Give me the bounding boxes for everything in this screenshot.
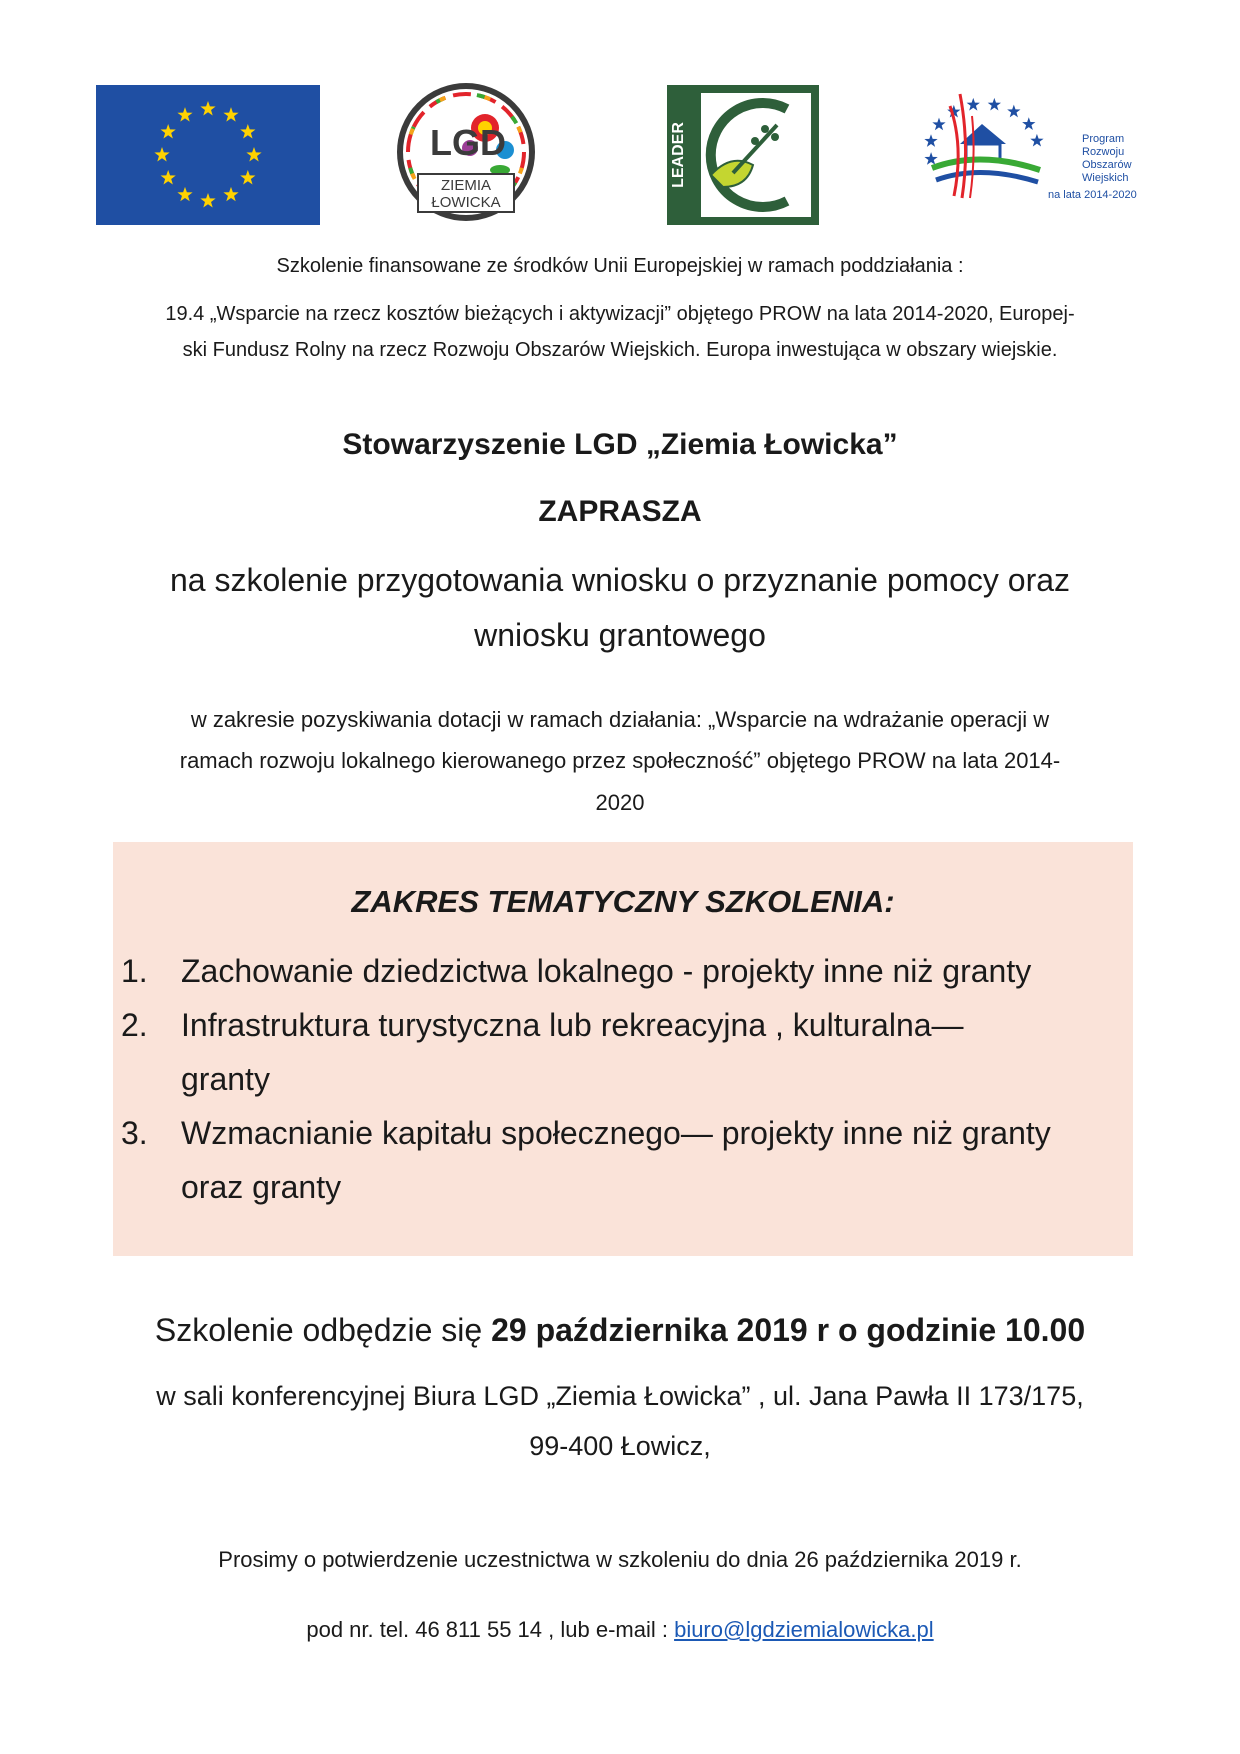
prow-star-icon <box>1007 105 1020 118</box>
venue-line-1: w sali konferencyjnej Biura LGD „Ziemia Łowicka” , ul. Jana Pawła II 173/175, <box>156 1381 1084 1411</box>
event-datetime: 29 października 2019 r o godzinie 10.00 <box>491 1312 1086 1348</box>
confirm-attendance-text: Prosimy o potwierdzenie uczestnictwa w szkoleniu do dnia 26 października 2019 r. <box>218 1547 1022 1572</box>
contact-line <box>0 1615 1240 1645</box>
scope-line-2: ramach rozwoju lokalnego kierowanego przez społeczność” objętego PROW na lata 2014- <box>179 748 1061 773</box>
eu-star-icon <box>177 107 192 121</box>
eu-flag-logo <box>96 85 320 225</box>
eu-star-icon <box>161 124 176 138</box>
topic-text: Zachowanie dziedzictwa lokalnego - projekty inne niż granty <box>181 953 1032 989</box>
eu-star-icon <box>161 170 176 184</box>
event-datetime-line <box>0 1308 1240 1352</box>
topics-box <box>113 842 1133 1256</box>
prow-star-icon <box>988 98 1001 111</box>
topic-number: 1. <box>121 953 148 989</box>
topics-title: ZAKRES TEMATYCZNY SZKOLENIA: <box>351 884 895 919</box>
subtitle-line-1: na szkolenie przygotowania wniosku o przyznanie pomocy oraz <box>169 562 1071 598</box>
lgd-logo-line1: ZIEMIA <box>440 177 492 194</box>
eu-star-icon <box>200 101 215 115</box>
topic-number: 3. <box>121 1115 148 1151</box>
prow-star-icon <box>924 134 937 147</box>
lgd-ziemia-lowicka-logo <box>390 80 542 225</box>
scope-line-1: w zakresie pozyskiwania dotacji w ramach działania: „Wsparcie na wdrażanie operacji w <box>190 707 1050 732</box>
prow-star-icon <box>1030 134 1043 147</box>
eu-star-icon <box>177 187 192 201</box>
organization-title: Stowarzyszenie LGD „Ziemia Łowicka” <box>342 428 898 461</box>
topic-text-continued: oraz granty <box>181 1169 342 1205</box>
prow-logo-years: na lata 2014-2020 <box>1048 189 1137 201</box>
phone-prefix: pod nr. tel. 46 811 55 14 , lub e-mail : <box>306 1617 675 1642</box>
prow-star-icon <box>924 152 937 165</box>
eu-star-icon <box>240 170 255 184</box>
prow-logo-line4: Wiejskich <box>1082 172 1129 184</box>
eu-star-icon <box>246 147 261 161</box>
topic-number: 2. <box>121 1007 148 1043</box>
prow-star-icon <box>967 98 980 111</box>
prow-star-icon <box>1022 117 1035 130</box>
email-link[interactable]: biuro@lgdziemialowicka.pl <box>674 1617 934 1642</box>
prow-logo <box>920 86 1160 216</box>
eu-star-icon <box>200 193 215 207</box>
invites-heading: ZAPRASZA <box>538 495 702 528</box>
lgd-badge-text: LGD <box>430 122 506 163</box>
eu-stars-icon <box>96 85 320 225</box>
funding-line-2: 19.4 „Wsparcie na rzecz kosztów bieżących i aktywizacji” objętego PROW na lata 2014-2020, Europej- <box>165 303 1075 325</box>
venue-line-2: 99-400 Łowicz, <box>529 1431 711 1461</box>
topic-text: Wzmacnianie kapitału społecznego— projekty inne niż granty <box>181 1115 1051 1151</box>
eu-star-icon <box>154 147 169 161</box>
eu-star-icon <box>240 124 255 138</box>
funding-line-1: Szkolenie finansowane ze środków Unii Europejskiej w ramach poddziałania : <box>276 255 964 277</box>
prow-logo-line2: Rozwoju <box>1082 146 1125 158</box>
eu-star-icon <box>223 107 238 121</box>
prow-logo-line3: Obszarów <box>1082 159 1132 171</box>
lgd-logo-line2: ŁOWICKA <box>431 194 501 211</box>
prow-star-icon <box>932 118 945 131</box>
prow-logo-line1: Program <box>1082 133 1125 145</box>
scope-line-3: 2020 <box>595 790 645 815</box>
topic-text: Infrastruktura turystyczna lub rekreacyjna , kulturalna— <box>181 1007 964 1043</box>
subtitle-line-2: wniosku grantowego <box>474 617 766 653</box>
eu-star-icon <box>223 187 238 201</box>
event-prefix: Szkolenie odbędzie się <box>154 1312 492 1348</box>
leader-logo-text: LEADER <box>670 122 687 188</box>
topic-text-continued: granty <box>181 1061 270 1097</box>
funding-line-3: ski Fundusz Rolny na rzecz Rozwoju Obszarów Wiejskich. Europa inwestująca w obszary wiejskie. <box>182 339 1058 361</box>
leader-logo <box>667 85 819 225</box>
